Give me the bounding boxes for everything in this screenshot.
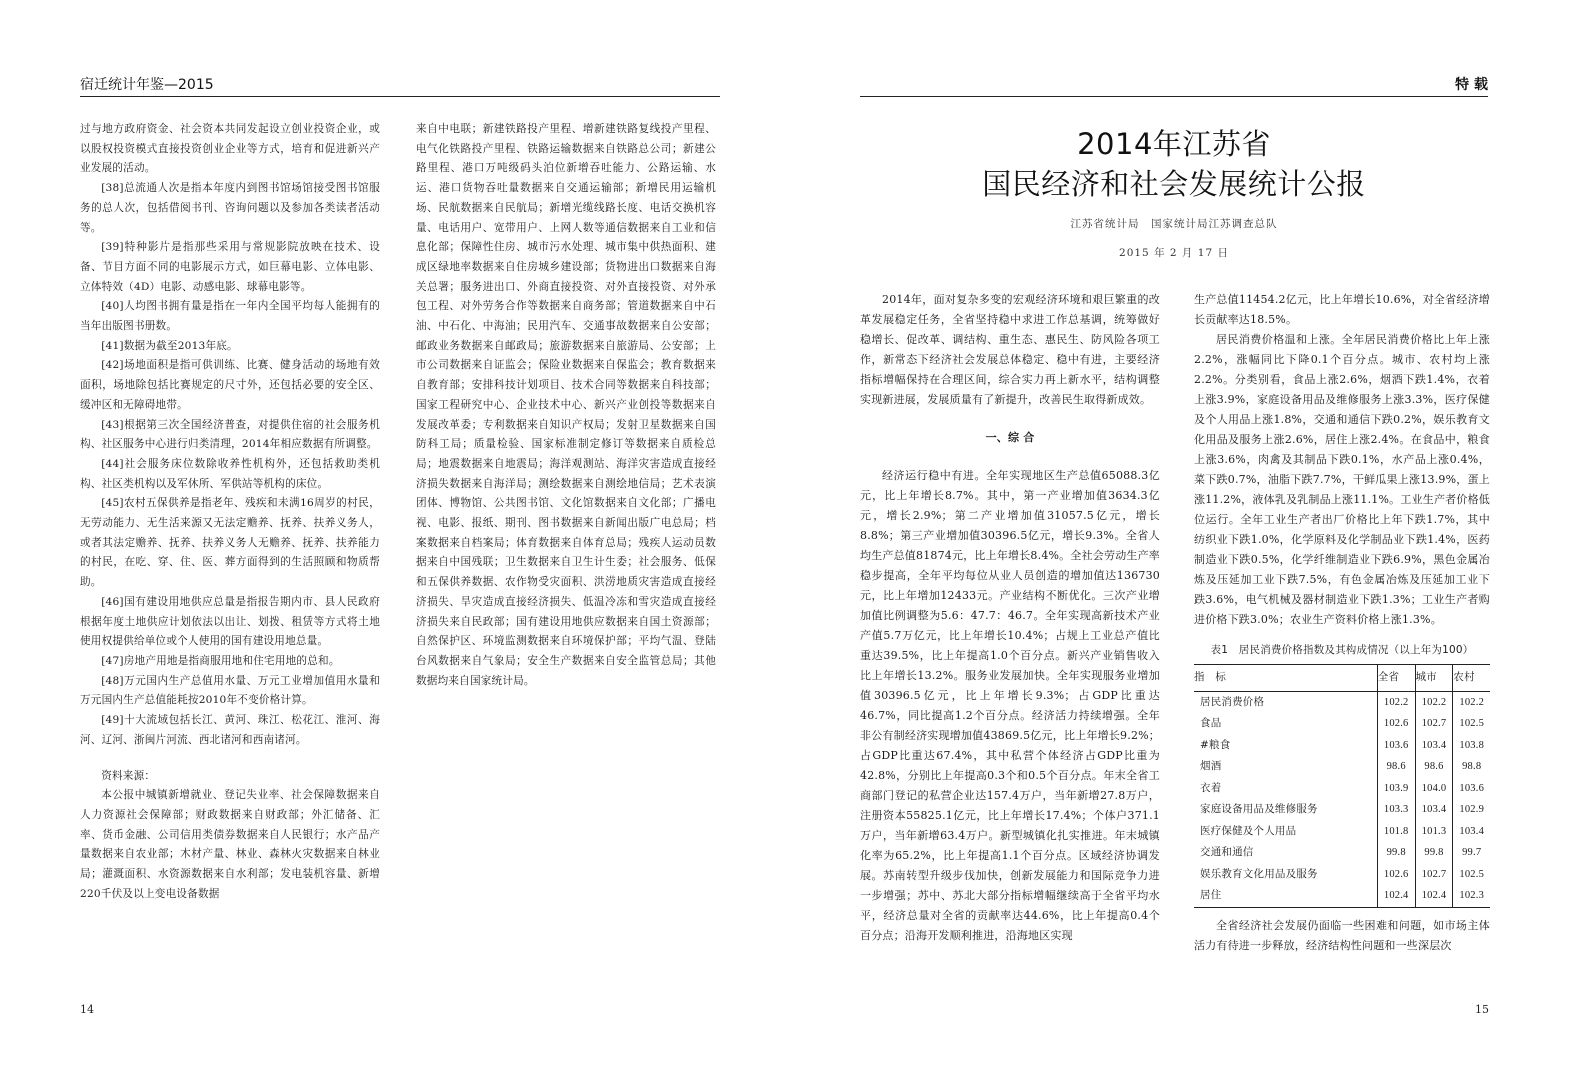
left-page: [0, 0, 793, 1077]
note-paragraph: [39]特种影片是指那些采用与常规影院放映在技术、设备、节目方面不同的电影展示方式，如巨幕电影、立体电影、立体特效（4D）电影、动感电影、球幕电影等。: [80, 241, 380, 293]
note-paragraph: [38]总流通人次是指本年度内到图书馆场馆接受图书馆服务的总人次，包括借阅书刊、咨询问题以及参加各类读者活动等。: [80, 182, 380, 234]
note-paragraph: [49]十大流域包括长江、黄河、珠江、松花江、淮河、海河、辽河、浙闽片河流、西北诸河和西南诸河。: [80, 714, 380, 746]
note-paragraph: [41]数据为截至2013年底。: [101, 339, 238, 352]
header-rule-left: [80, 96, 720, 97]
table-cell-value: 102.6: [1377, 713, 1415, 735]
table-header-rural: 农村: [1453, 665, 1490, 692]
article-title-line2: 国民经济和社会发展统计公报: [982, 167, 1366, 201]
continued-paragraph: 生产总值11454.2亿元，比上年增长10.6%，对全省经济增长贡献率达18.5%。: [1194, 293, 1490, 326]
article-title-line1: 2014年江苏省: [1077, 127, 1271, 161]
body-column-right: [1194, 290, 1490, 956]
table-cell-indicator: 医疗保健及个人用品: [1200, 824, 1297, 837]
table-cell-indicator: 娱乐教育文化用品及服务: [1200, 867, 1318, 880]
intro-paragraph: 2014年，面对复杂多变的宏观经济环境和艰巨繁重的改革发展稳定任务，全省坚持稳中求进工作总基调，统筹做好稳增长、促改革、调结构、重生态、惠民生、防风险各项工作，新常态下经济社会发展总体稳定、稳中有进，主要经济指标增幅保持在合理区间，综合实力再上新水平，结构调整实现新进展，发展质量有了新提升，改善民生取得新成效。: [860, 293, 1160, 406]
table-row: [1194, 821, 1490, 843]
table-cell-value: 99.8: [1377, 842, 1415, 864]
notes-paragraphs: [80, 120, 380, 751]
table-cell-value: 101.8: [1377, 821, 1415, 843]
note-paragraph: [42]场地面积是指可供训练、比赛、健身活动的场地有效面积，场地除包括比赛规定的尺寸外，还包括必要的安全区、缓冲区和无障碍地带。: [80, 359, 380, 411]
table-cell-value: 104.0: [1415, 778, 1453, 800]
table-cell-indicator: 居民消费价格: [1200, 695, 1265, 708]
table-cell-indicator: 居住: [1194, 885, 1377, 907]
table-cell-value: 102.9: [1453, 799, 1490, 821]
table-cell-value: 103.3: [1377, 799, 1415, 821]
header-rule-right: [860, 96, 1488, 97]
body-column-left: [860, 290, 1160, 946]
notes-sources-paragraph: 本公报中城镇新增就业、登记失业率、社会保障数据来自人力资源社会保障部；财政数据来自财政部；外汇储备、汇率、货币金融、公司信用类债券数据来自人民银行；水产品产量数据来自农业部；木材产量、林业、森林火灾数据来自林业局；灌溉面积、水资源数据来自水利部；发电装机容量、新增220千伏及以上变电设备数据: [80, 789, 380, 900]
note-paragraph: [45]农村五保供养是指老年、残疾和未满16周岁的村民，无劳动能力、无生活来源又无法定赡养、抚养、扶养义务人，或者其法定赡养、抚养、扶养义务人无赡养、抚养、扶养能力的村民，在吃、穿、住、医、葬方面得到的生活照顾和物质帮助。: [80, 497, 380, 589]
table-cell-value: 103.9: [1377, 778, 1415, 800]
table-cell-value: 98.6: [1415, 756, 1453, 778]
table-cell-indicator: #粮食: [1200, 738, 1231, 751]
table-cell-value: 102.5: [1453, 713, 1490, 735]
article-date: 2015 年 2 月 17 日: [1119, 247, 1229, 259]
table-cell-value: 103.8: [1453, 735, 1490, 757]
table-row: [1194, 735, 1490, 757]
cpi-table-body: [1194, 691, 1490, 907]
table-cell-value: 102.3: [1453, 885, 1490, 907]
table-cell-value: 103.6: [1453, 778, 1490, 800]
table-cell-value: 102.2: [1377, 691, 1415, 713]
table-row: [1194, 799, 1490, 821]
note-paragraph: [48]万元国内生产总值用水量、万元工业增加值用水量和万元国内生产总值能耗按2010年不变价格计算。: [80, 674, 380, 707]
article-byline: 江苏省统计局 国家统计局江苏调查总队: [1070, 218, 1278, 230]
table-cell-indicator: 烟酒: [1200, 760, 1222, 772]
table-cell-value: 102.6: [1377, 864, 1415, 886]
table-cell-value: 103.4: [1415, 735, 1453, 757]
note-paragraph: [43]根据第三次全国经济普查，对提供住宿的社会服务机构、社区服务中心进行归类清理，2014年相应数据有所调整。: [80, 418, 380, 451]
table-cell-indicator: 衣着: [1200, 781, 1222, 794]
table-row: [1194, 756, 1490, 778]
table-cell-value: 103.4: [1415, 799, 1453, 821]
note-paragraph: [40]人均图书拥有量是指在一年内全国平均每人能拥有的当年出版图书册数。: [80, 300, 380, 333]
table-caption: 表1 居民消费价格指数及其构成情况（以上年为100）: [1210, 644, 1474, 656]
challenges-paragraph: 全省经济社会发展仍面临一些困难和问题，如市场主体活力有待进一步释放，经济结构性问题和一些深层次: [1194, 918, 1490, 952]
cpi-table: [1194, 664, 1490, 908]
table-row: [1194, 691, 1490, 713]
table-cell-value: 98.6: [1377, 756, 1415, 778]
note-paragraph: [46]国有建设用地供应总量是指报告期内市、县人民政府根据年度土地供应计划依法以出让、划拨、租赁等方式将土地使用权提供给单位或个人使用的国有建设用地总量。: [80, 595, 380, 648]
table-cell-value: 99.7: [1453, 842, 1490, 864]
table-cell-indicator: 食品: [1200, 717, 1222, 729]
running-head-right: 特 载: [1455, 77, 1488, 93]
page-number-left: 14: [80, 1003, 94, 1016]
table-cell-value: 102.7: [1415, 864, 1453, 886]
table-cell-value: 102.7: [1415, 713, 1453, 735]
table-cell-indicator: 家庭设备用品及维修服务: [1200, 803, 1318, 815]
table-header-province: 全省: [1377, 665, 1415, 692]
price-paragraph: 居民消费价格温和上涨。全年居民消费价格比上年上涨2.2%，涨幅同比下降0.1个百分点。城市、农村均上涨2.2%。分类别看，食品上涨2.6%，烟酒下跌1.4%，衣着上涨3.9%，家庭设备用品及维修服务上涨3.3%，医疗保健及个人用品上涨1.8%，交通和通信下跌0.2%，娱乐教育文化用品及服务上涨2.6%，居住上涨2.4%。在食品中，粮食上涨3.6%，肉禽及其制品下跌0.1%，水产品上涨0.4%，菜下跌0.7%，油脂下跌7.7%，干鲜瓜果上涨13.9%，蛋上涨11.2%，液体乳及乳制品上涨11.1%。工业生产者价格低位运行。全年工业生产者出厂价格比上年下跌1.7%，其中纺织业下跌1.0%，化学原料及化学制品业下跌1.4%，医药制造业下跌0.5%，化学纤维制造业下跌6.9%，黑色金属冶炼及压延加工业下跌7.5%，有色金属冶炼及压延加工业下跌3.6%，电气机械及器材制造业下跌1.3%；工业生产者购进价格下跌3.0%；农业生产资料价格上涨1.3%。: [1194, 333, 1490, 626]
notes-column-a: [80, 120, 380, 904]
table-header-row: [1194, 665, 1490, 692]
table-header-city: 城市: [1415, 665, 1453, 692]
article-title-block: [860, 124, 1488, 260]
running-head-left: 宿迁统计年鉴—2015: [80, 77, 214, 93]
table-cell-value: 99.8: [1415, 842, 1453, 864]
table-row: [1194, 713, 1490, 735]
right-page: [794, 0, 1587, 1077]
table-cell-value: 102.5: [1453, 864, 1490, 886]
table-row: [1194, 885, 1490, 907]
overview-paragraph: 经济运行稳中有进。全年实现地区生产总值65088.3亿元，比上年增长8.7%。其中，第一产业增加值3634.3亿元，增长2.9%；第二产业增加值31057.5亿元，增长8.8%；第三产业增加值30396.5亿元，增长9.3%。全省人均生产总值81874元，比上年增长8.4%。全社会劳动生产率稳步提高，全年平均每位从业人员创造的增加值达136730元，比上年增加12433元。产业结构不断优化。三次产业增加值比例调整为5.6：47.7：46.7。全年实现高新技术产业产值5.7万亿元，比上年增长10.4%；占规上工业总产值比重达39.5%，比上年提高1.0个百分点。新兴产业销售收入比上年增长13.2%。服务业发展加快。全年实现服务业增加值30396.5亿元，比上年增长9.3%；占GDP比重达46.7%，同比提高1.2个百分点。经济活力持续增强。全年非公有制经济实现增加值43869.5亿元，比上年增长9.2%；占GDP比重达67.4%，其中私营个体经济占GDP比重为42.8%，分别比上年提高0.3个和0.5个百分点。年末全省工商部门登记的私营企业达157.4万户，当年新增27.8万户，注册资本55825.1亿元，比上年增长17.4%；个体户371.1万户，当年新增63.4万户。新型城镇化扎实推进。年末城镇化率为65.2%，比上年提高1.1个百分点。区域经济协调发展。苏南转型升级步伐加快，创新发展能力和国际竞争力进一步增强；苏中、苏北大部分指标增幅继续高于全省平均水平，经济总量对全省的贡献率达44.6%，比上年提高0.4个百分点；沿海开发顺利推进，沿海地区实现: [860, 469, 1160, 942]
table-cell-value: 98.8: [1453, 756, 1490, 778]
table-cell-value: 102.4: [1377, 885, 1415, 907]
table-cell-value: 102.4: [1415, 885, 1453, 907]
notes-sources-heading: 资料来源：: [101, 769, 156, 782]
note-paragraph: [47]房地产用地是指商服用地和住宅用地的总和。: [101, 654, 340, 667]
table-cell-value: 103.6: [1377, 735, 1415, 757]
notes-sources-continued: 来自中电联；新建铁路投产里程、增新建铁路复线投产里程、电气化铁路投产里程、铁路运输数据来自铁路总公司；新建公路里程、港口万吨级码头泊位新增吞吐能力、公路运输、水运、港口货物吞吐量数据来自交通运输部；新增民用运输机场、民航数据来自民航局；新增光缆线路长度、电话交换机容量、电话用户、宽带用户、上网人数等通信数据来自工业和信息化部；保障性住房、城市污水处理、城市集中供热面积、建成区绿地率数据来自住房城乡建设部；货物进出口数据来自海关总署；服务进出口、外商直接投资、对外直接投资、对外承包工程、对外劳务合作等数据来自商务部；管道数据来自中石油、中石化、中海油；民用汽车、交通事故数据来自公安部；邮政业务数据来自邮政局；旅游数据来自旅游局、公安部；上市公司数据来自证监会；保险业数据来自保监会；教育数据来自教育部；安排科技计划项目、技术合同等数据来自科技部；国家工程研究中心、企业技术中心、新兴产业创投等数据来自发展改革委；专利数据来自知识产权局；发射卫星数据来自国防科工局；质量检验、国家标准制定修订等数据来自质检总局；地震数据来自地震局；海洋观测站、海洋灾害造成直接经济损失数据来自海洋局；测绘数据来自测绘地信局；艺术表演团体、博物馆、公共图书馆、文化馆数据来自文化部；广播电视、电影、报纸、期刊、图书数据来自新闻出版广电总局；档案数据来自档案局；体育数据来自体育总局；残疾人运动员数据来自中国残联；卫生数据来自卫生计生委；社会服务、低保和五保供养数据、农作物受灾面积、洪涝地质灾害造成直接经济损失、旱灾造成直接经济损失、低温冷冻和雪灾造成直接经济损失来自民政部；国有建设用地供应数据来自国土资源部；自然保护区、环境监测数据来自环境保护部；平均气温、登陆台风数据来自气象局；安全生产数据来自安全监管总局；其他数据均来自国家统计局。: [416, 123, 716, 687]
table-cell-value: 103.4: [1453, 821, 1490, 843]
table-cell-indicator: 交通和通信: [1200, 846, 1254, 858]
note-paragraph: 过与地方政府资金、社会资本共同发起设立创业投资企业，或以股权投资模式直接投资创业企业等方式，培育和促进新兴产业发展的活动。: [80, 123, 380, 175]
section-heading-overview: 一、综 合: [985, 431, 1035, 444]
table-cell-value: 102.2: [1453, 691, 1490, 713]
table-row: [1194, 864, 1490, 886]
table-cell-value: 102.2: [1415, 691, 1453, 713]
table-row: [1194, 842, 1490, 864]
table-header-indicator: 指 标: [1194, 665, 1377, 692]
notes-column-b: [416, 120, 716, 691]
page-number-right: 15: [1475, 1003, 1489, 1016]
note-paragraph: [44]社会服务床位数除收养性机构外，还包括救助类机构、社区类机构以及军休所、军供站等机构的床位。: [80, 457, 380, 490]
table-cell-value: 101.3: [1415, 821, 1453, 843]
table-row: [1194, 778, 1490, 800]
